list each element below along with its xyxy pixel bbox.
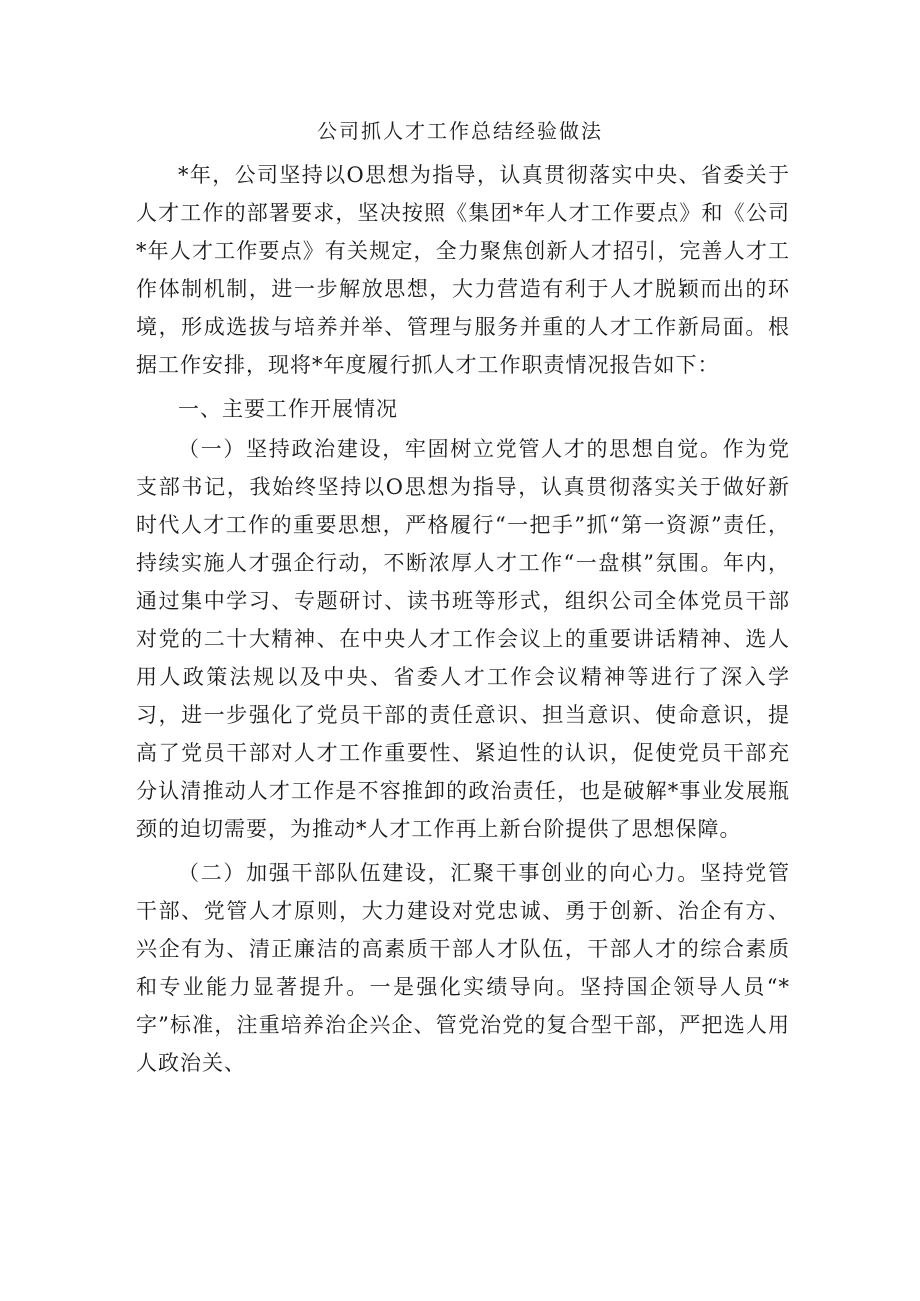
intro-paragraph: *年，公司坚持以O思想为指导，认真贯彻落实中央、省委关于人才工作的部署要求，坚决按照《集团*年人才工作要点》和《公司*年人才工作要点》有关规定，全力聚焦创新人才招引，完善人才工作体制机制，进一步解放思想，大力营造有利于人才脱颖而出的环境，形成选拔与培养并举、管理与服务并重的人才工作新局面。根据工作安排，现将*年度履行抓人才工作职责情况报告如下： [136,163,790,377]
document-body [136,156,790,1082]
paragraph-1: （一）坚持政治建设，牢固树立党管人才的思想自觉。作为党支部书记，我始终坚持以O思想为指导，认真贯彻落实关于做好新时代人才工作的重要思想，严格履行“一把手”抓“第一资源”责任，持续实施人才强企行动，不断浓厚人才工作“一盘棋”氛围。年内，通过集中学习、专题研讨、读书班等形式，组织公司全体党员干部对党的二十大精神、在中央人才工作会议上的重要讲话精神、选人用人政策法规以及中央、省委人才工作会议精神等进行了深入学习，进一步强化了党员干部的责任意识、担当意识、使命意识，提高了党员干部对人才工作重要性、紧迫性的认识，促使党员干部充分认清推动人才工作是不容推卸的政治责任，也是破解*事业发展瓶颈的迫切需要，为推动*人才工作再上新台阶提供了思想保障。 [136,437,790,841]
document-title: 公司抓人才工作总结经验做法 [317,119,603,143]
paragraph-2: （二）加强干部队伍建设，汇聚干事创业的向心力。坚持党管干部、党管人才原则，大力建设对党忠诚、勇于创新、治企有方、兴企有为、清正廉洁的高素质干部人才队伍，干部人才的综合素质和专业能力显著提升。一是强化实绩导向。坚持国企领导人员“*字”标准，注重培养治企兴企、管党治党的复合型干部，严把选人用人政治关、 [136,861,790,1075]
section-heading: 一、主要工作开展情况 [178,397,398,421]
